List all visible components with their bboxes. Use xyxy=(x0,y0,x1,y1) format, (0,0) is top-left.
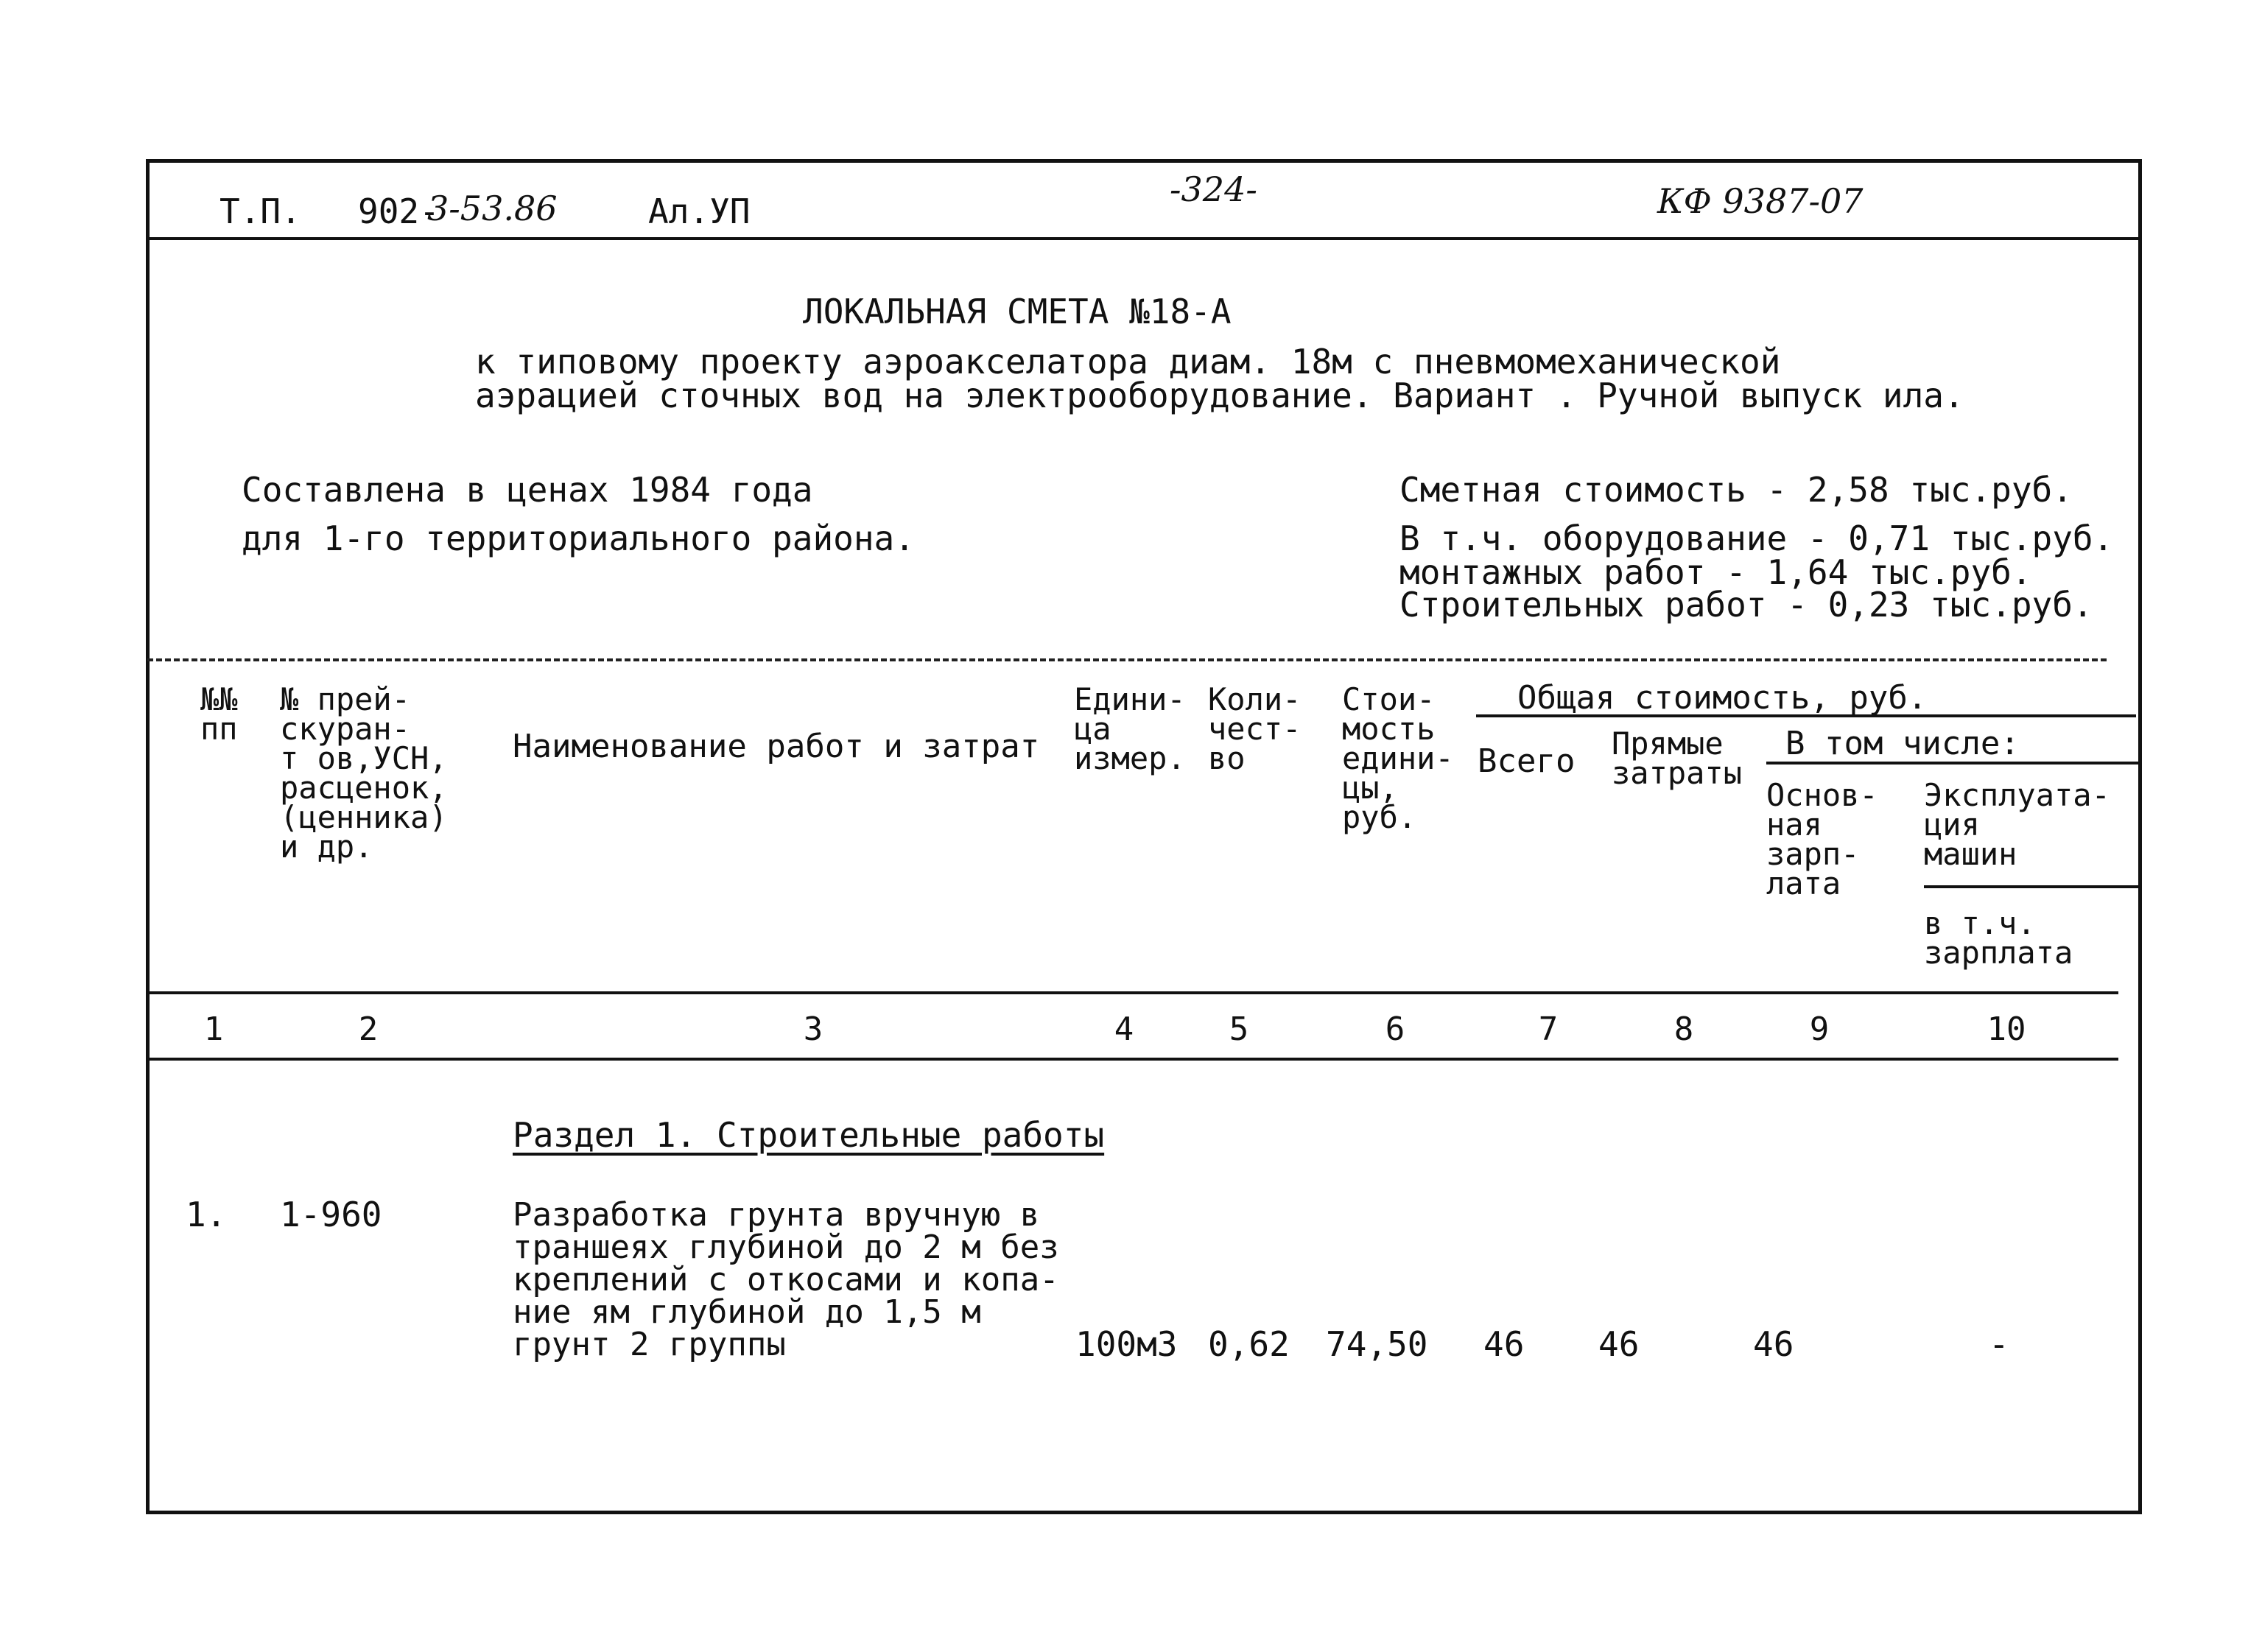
table-top-dashed-line xyxy=(147,658,2107,661)
stamp-page-number: -324- xyxy=(1170,169,1257,209)
col-header-group-total: Общая стоимость, руб. xyxy=(1517,679,1928,717)
column-numbers-bottom-line xyxy=(147,1058,2118,1061)
info-prices-year: Составлена в ценах 1984 года xyxy=(242,470,813,510)
info-region: для 1-го территориального района. xyxy=(242,519,915,558)
stamp-code-handwritten: КФ 9387-07 xyxy=(1657,181,1864,221)
col-header-machines-wage: в т.ч. зарплата xyxy=(1924,905,2073,971)
row-machines: - xyxy=(1989,1324,2009,1364)
column-number: 10 xyxy=(1987,1010,2026,1048)
estimate-title: ЛОКАЛЬНАЯ СМЕТА №18-А xyxy=(803,292,1232,331)
estimate-subtitle-line2: аэрацией сточных вод на электрооборудование. Вариант . Ручной выпуск ила. xyxy=(475,376,1964,415)
column-number: 1 xyxy=(203,1010,224,1048)
column-number: 7 xyxy=(1538,1010,1559,1048)
col-header-direct: Прямые затраты xyxy=(1612,725,1743,791)
column-number: 9 xyxy=(1809,1010,1830,1048)
info-construction: Строительных работ - 0,23 тыс.руб. xyxy=(1399,585,2093,625)
col-header-unit-cost: Стои- мость едини- цы, руб. xyxy=(1342,681,1454,835)
stamp-album: Ал.УП xyxy=(648,191,751,231)
group-incl-underline xyxy=(1766,762,2139,765)
col-header-unit: Едини- ца измер. xyxy=(1074,681,1186,776)
stamp-project-printed: 902- xyxy=(358,191,440,231)
col-header-machines: Эксплуата- ция машин xyxy=(1924,777,2110,872)
row-code: 1-960 xyxy=(280,1195,382,1234)
col-header-num: №№ пп xyxy=(200,681,238,747)
group-total-underline xyxy=(1476,714,2136,717)
stamp-divider xyxy=(147,237,2140,240)
info-equipment: В т.ч. оборудование - 0,71 тыс.руб. xyxy=(1399,519,2114,558)
column-number: 2 xyxy=(358,1010,379,1048)
col-header-wage: Основ- ная зарп- лата xyxy=(1766,777,1878,901)
column-number: 4 xyxy=(1114,1010,1134,1048)
col-header-group-incl: В том числе: xyxy=(1785,725,2020,762)
row-total: 46 xyxy=(1483,1324,1525,1364)
row-wage: 46 xyxy=(1753,1324,1794,1364)
col-header-code: № прей- скуран- т ов,УСН, расценок, (ценника) и др. xyxy=(280,681,448,865)
section-title: Раздел 1. Строительные работы xyxy=(513,1115,1105,1155)
info-estimated-cost: Сметная стоимость - 2,58 тыс.руб. xyxy=(1399,470,2073,510)
row-direct: 46 xyxy=(1598,1324,1640,1364)
column-number: 6 xyxy=(1385,1010,1405,1048)
row-unit-cost: 74,50 xyxy=(1326,1324,1428,1364)
column-number: 8 xyxy=(1673,1010,1694,1048)
column-number: 5 xyxy=(1229,1010,1249,1048)
stamp-tp-label: Т.П. xyxy=(219,191,301,231)
col-header-name: Наименование работ и затрат xyxy=(513,728,1040,765)
estimate-subtitle-line1: к типовому проекту аэроакселатора диам. 18м с пневмомеханической xyxy=(475,342,1781,382)
header-bottom-line xyxy=(147,991,2118,994)
row-name: Разработка грунта вручную в траншеях глубиной до 2 м без креплений с откосами и копа- ние ям глубиной до 1,5 м грунт 2 группы xyxy=(513,1196,1059,1363)
row-number: 1. xyxy=(186,1195,227,1234)
row-unit: 100м3 xyxy=(1075,1324,1178,1364)
stamp-project-handwritten: 3-53.86 xyxy=(427,189,558,228)
machines-underline xyxy=(1924,885,2139,888)
col-header-qty: Коли- чест- во xyxy=(1208,681,1302,776)
col-header-total: Всего xyxy=(1478,742,1576,780)
column-number: 3 xyxy=(803,1010,823,1048)
info-installation: монтажных работ - 1,64 тыс.руб. xyxy=(1399,552,2032,592)
row-qty: 0,62 xyxy=(1208,1324,1290,1364)
